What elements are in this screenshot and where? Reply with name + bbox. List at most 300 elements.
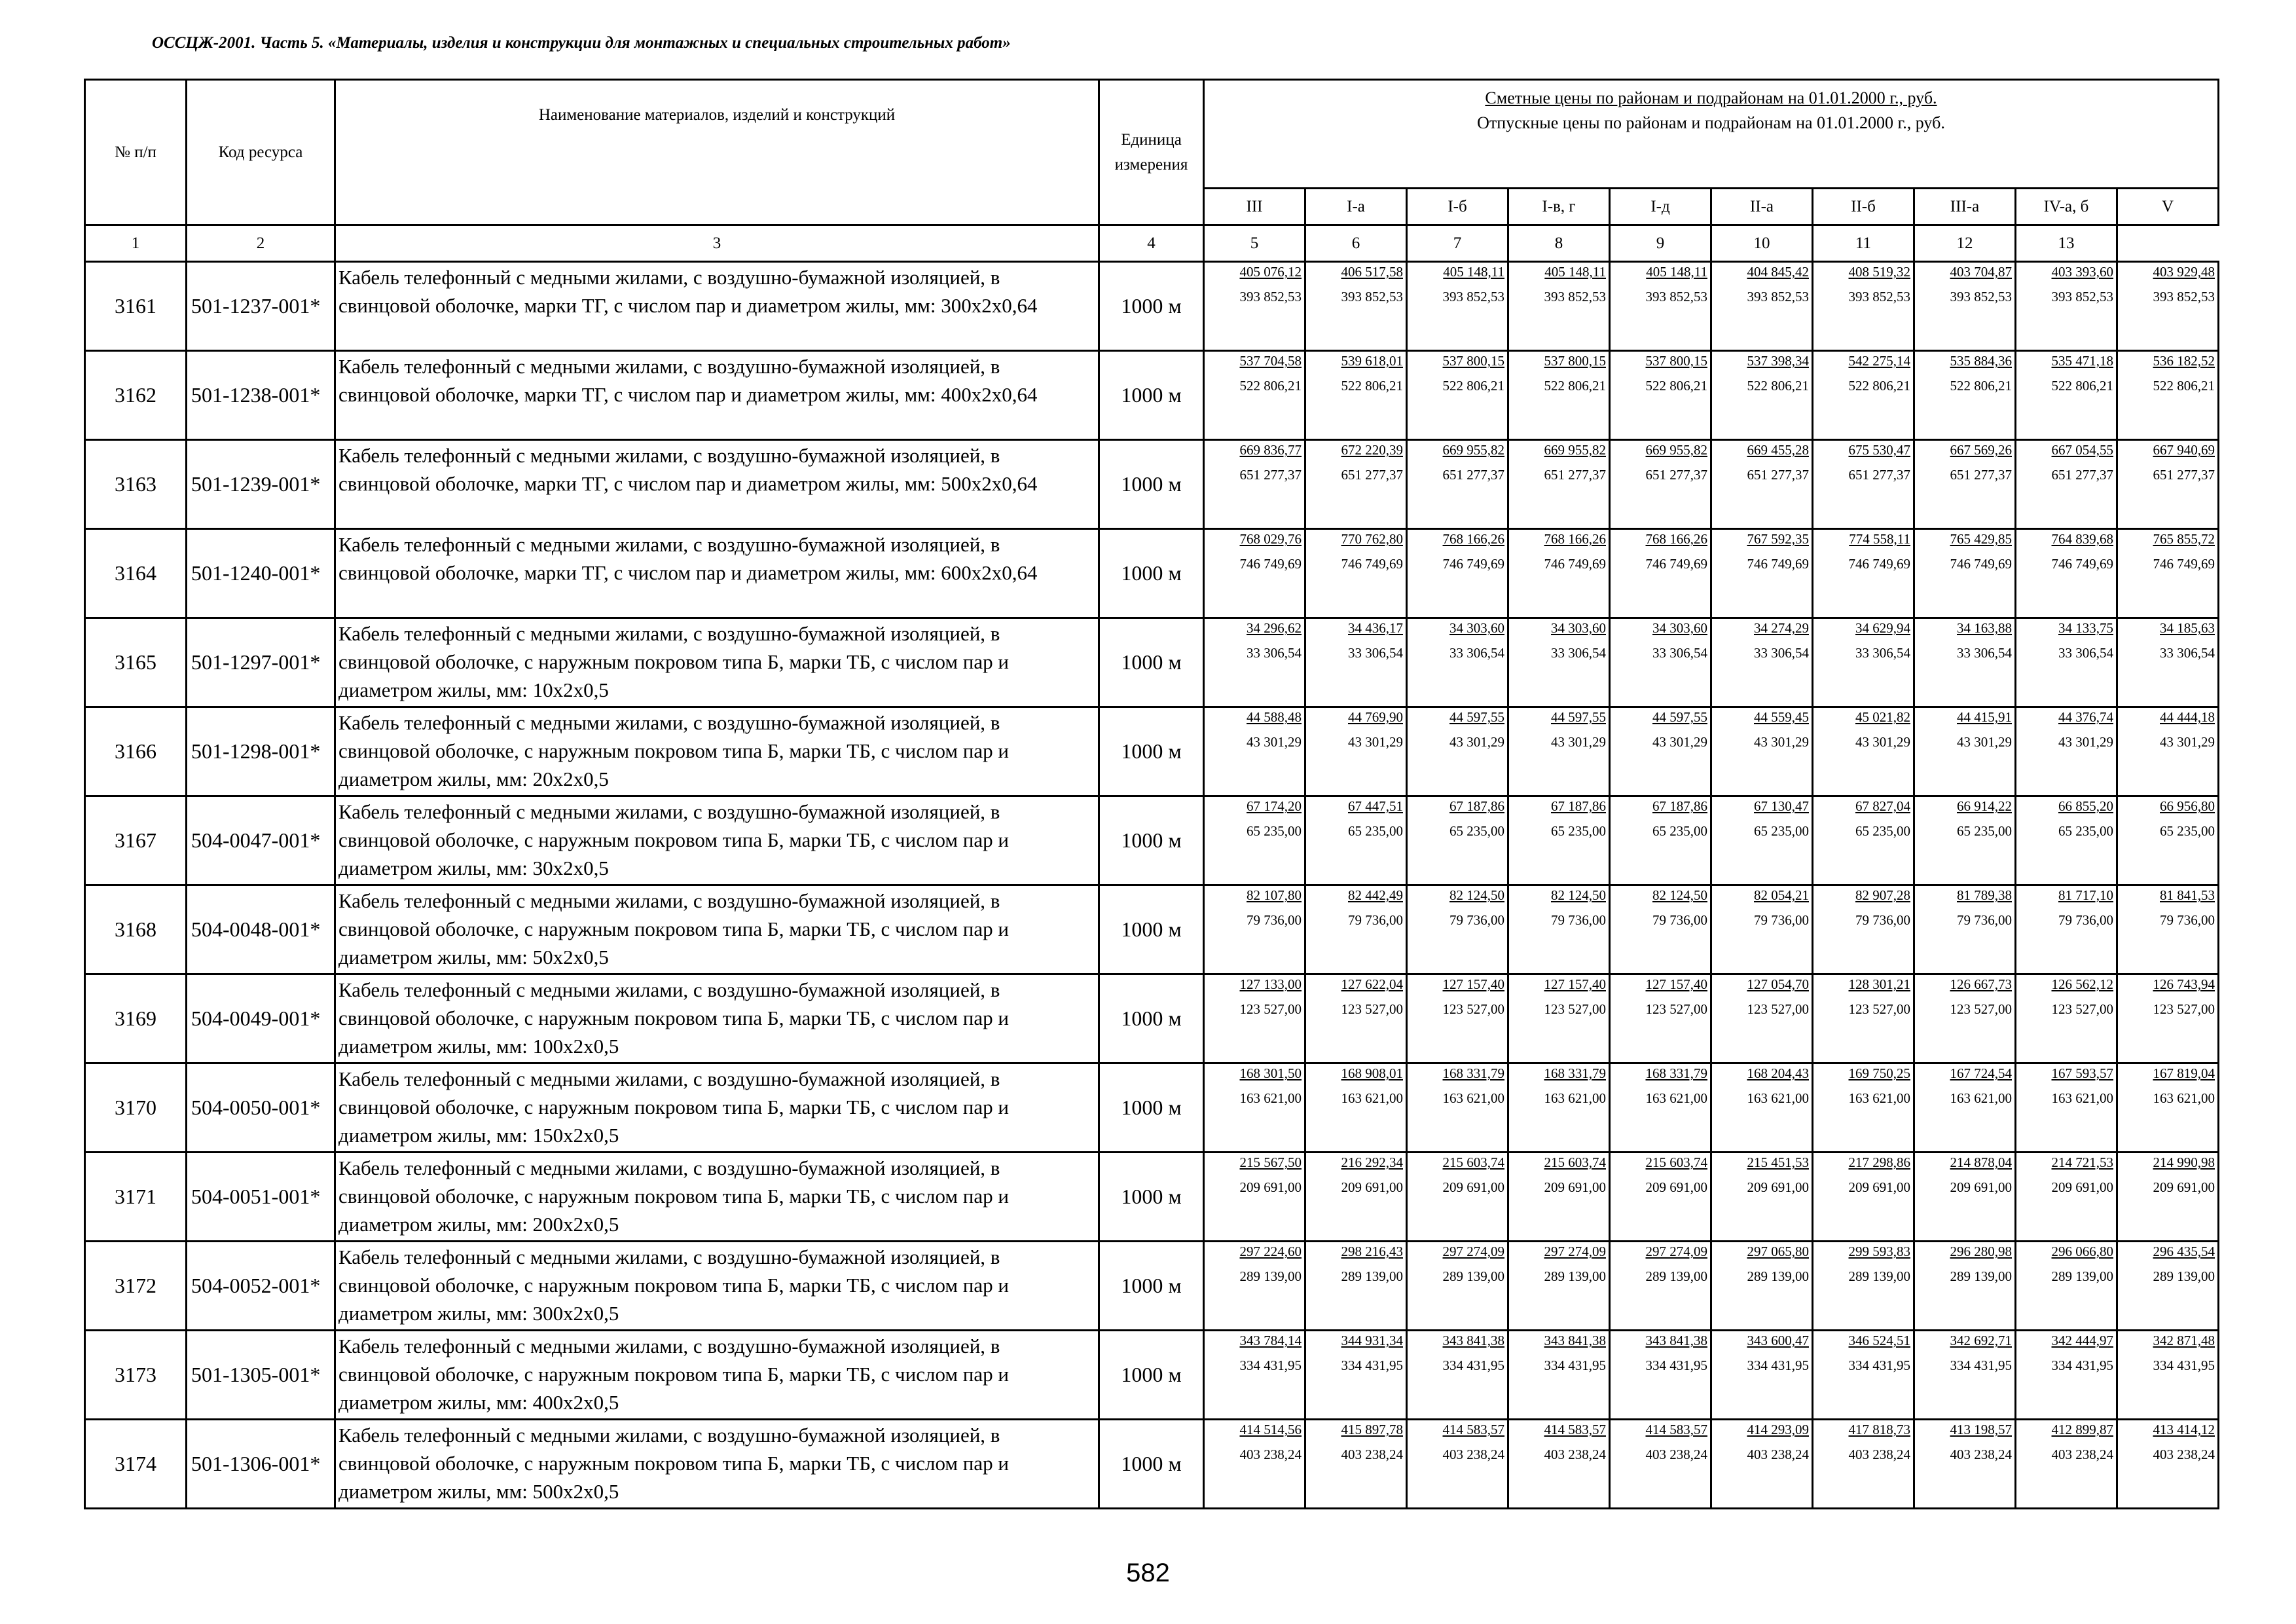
- release-price: 123 527,00: [2153, 1001, 2215, 1017]
- estimate-price-value: 344 931,34: [1341, 1333, 1403, 1348]
- release-price: 43 301,29: [1348, 734, 1403, 750]
- estimate-price: [2118, 1067, 2215, 1080]
- estimate-price: [1611, 532, 1707, 546]
- estimate-price: [1509, 1156, 1606, 1170]
- price-cell: [1711, 1242, 1813, 1331]
- row-number: 3171: [85, 1153, 187, 1242]
- release-price: 43 301,29: [1551, 734, 1606, 750]
- release-price: 163 621,00: [2153, 1090, 2215, 1106]
- price-cell: [1508, 1420, 1610, 1509]
- region-header: II-а: [1711, 189, 1813, 225]
- estimate-price: [2118, 1334, 2215, 1348]
- unit: 1000 м: [1099, 440, 1204, 529]
- price-cell: [1508, 1242, 1610, 1331]
- release-price: 651 277,37: [1950, 467, 2012, 483]
- estimate-price-value: 297 274,09: [1645, 1244, 1707, 1259]
- price-cell: [2117, 1242, 2219, 1331]
- column-number: 3: [335, 225, 1099, 262]
- estimate-price-value: 764 839,68: [2051, 531, 2113, 547]
- estimate-price-value: 44 597,55: [1652, 709, 1707, 725]
- price-cell: [2016, 707, 2117, 796]
- estimate-price: [1509, 1334, 1606, 1348]
- estimate-price: [1915, 1156, 2012, 1170]
- material-name: Кабель телефонный с медными жилами, с воздушно-бумажной изоляцией, в свинцовой оболочке, марки ТГ, с числом пар и диаметром жилы, мм: 400х2х0,64: [335, 351, 1099, 440]
- price-cell: [1610, 796, 1711, 885]
- estimate-price-value: 44 597,55: [1449, 709, 1504, 725]
- release-price: 123 527,00: [1544, 1001, 1606, 1017]
- price-cell: [1711, 974, 1813, 1063]
- release-price: 33 306,54: [1652, 645, 1707, 661]
- estimate-price-value: 127 133,00: [1239, 976, 1302, 992]
- release-price: 334 431,95: [1544, 1357, 1606, 1373]
- estimate-price-value: 535 471,18: [2051, 353, 2113, 369]
- material-name: Кабель телефонный с медными жилами, с воздушно-бумажной изоляцией, в свинцовой оболочке, с наружным покровом типа Б, марки ТБ, с числом пар и диаметром жилы, мм: 500х2х0,5: [335, 1420, 1099, 1509]
- release-price: 289 139,00: [1442, 1268, 1504, 1284]
- price-cell: [2016, 1331, 2117, 1420]
- estimate-price: [1509, 621, 1606, 635]
- price-cell: [1813, 1242, 1914, 1331]
- material-name: Кабель телефонный с медными жилами, с воздушно-бумажной изоляцией, в свинцовой оболочке, с наружным покровом типа Б, марки ТБ, с числом пар и диаметром жилы, мм: 100х2х0,5: [335, 974, 1099, 1063]
- column-number: 10: [1711, 225, 1813, 262]
- release-price: 65 235,00: [1449, 823, 1504, 839]
- release-price: 123 527,00: [1442, 1001, 1504, 1017]
- release-price: 289 139,00: [1341, 1268, 1403, 1284]
- price-cell: [1204, 618, 1305, 707]
- material-name: Кабель телефонный с медными жилами, с воздушно-бумажной изоляцией, в свинцовой оболочке, с наружным покровом типа Б, марки ТБ, с числом пар и диаметром жилы, мм: 50х2х0,5: [335, 885, 1099, 974]
- estimate-price: [1205, 443, 1302, 457]
- estimate-price-value: 44 444,18: [2160, 709, 2215, 725]
- release-price: 33 306,54: [1449, 645, 1504, 661]
- release-price: 334 431,95: [1239, 1357, 1302, 1373]
- estimate-price: [1611, 621, 1707, 635]
- price-cell: [1914, 618, 2016, 707]
- estimate-price: [1205, 1334, 1302, 1348]
- price-cell: [1204, 974, 1305, 1063]
- release-price: 746 749,69: [1239, 556, 1302, 572]
- release-price: 393 852,53: [1747, 289, 1809, 304]
- estimate-price: [1509, 532, 1606, 546]
- release-price: 43 301,29: [2058, 734, 2113, 750]
- price-cell: [1813, 707, 1914, 796]
- estimate-price-value: 535 884,36: [1950, 353, 2012, 369]
- estimate-price-value: 215 603,74: [1442, 1154, 1504, 1170]
- price-cell: [1305, 1331, 1407, 1420]
- table-row: [85, 974, 2219, 1063]
- region-header: I-в, г: [1508, 189, 1610, 225]
- price-cell: [2016, 1420, 2117, 1509]
- estimate-price: [1205, 978, 1302, 991]
- release-price: 209 691,00: [1747, 1179, 1809, 1195]
- release-price: 393 852,53: [2153, 289, 2215, 304]
- price-cell: [1914, 529, 2016, 618]
- estimate-price-value: 215 603,74: [1544, 1154, 1606, 1170]
- resource-code: 501-1297-001*: [187, 618, 335, 707]
- estimate-price-value: 81 841,53: [2160, 887, 2215, 903]
- estimate-price: [2118, 443, 2215, 457]
- estimate-price-value: 768 029,76: [1239, 531, 1302, 547]
- release-price: 746 749,69: [1544, 556, 1606, 572]
- price-cell: [1711, 1331, 1813, 1420]
- estimate-price-value: 127 157,40: [1544, 976, 1606, 992]
- estimate-price-value: 214 878,04: [1950, 1154, 2012, 1170]
- estimate-price: [2016, 710, 2113, 724]
- release-price: 163 621,00: [1544, 1090, 1606, 1106]
- price-cell: [1407, 440, 1508, 529]
- release-price: 651 277,37: [1747, 467, 1809, 483]
- price-cell: [1204, 1242, 1305, 1331]
- estimate-price: [1712, 1334, 1809, 1348]
- estimate-price-value: 82 054,21: [1754, 887, 1809, 903]
- price-cell: [2016, 1063, 2117, 1153]
- price-cell: [1204, 440, 1305, 529]
- estimate-price: [1408, 1423, 1504, 1437]
- estimate-price-value: 536 182,52: [2153, 353, 2215, 369]
- price-cell: [1711, 1063, 1813, 1153]
- estimate-price-value: 296 280,98: [1950, 1244, 2012, 1259]
- estimate-price-value: 405 148,11: [1443, 264, 1504, 280]
- estimate-price-value: 408 519,32: [1848, 264, 1910, 280]
- estimate-price-value: 768 166,26: [1544, 531, 1606, 547]
- estimate-price: [1611, 354, 1707, 368]
- row-number: 3165: [85, 618, 187, 707]
- price-cell: [1914, 974, 2016, 1063]
- region-header: IV-а, б: [2016, 189, 2117, 225]
- estimate-price-value: 414 514,56: [1239, 1422, 1302, 1437]
- price-cell: [2016, 618, 2117, 707]
- estimate-price-value: 217 298,86: [1848, 1154, 1910, 1170]
- price-table: [84, 79, 2219, 1509]
- price-cell: [1407, 707, 1508, 796]
- release-price: 403 238,24: [1544, 1447, 1606, 1462]
- price-cell: [1914, 1420, 2016, 1509]
- estimate-price-value: 126 667,73: [1950, 976, 2012, 992]
- estimate-price: [1813, 354, 1910, 368]
- estimate-price-value: 127 157,40: [1645, 976, 1707, 992]
- estimate-price: [1306, 532, 1403, 546]
- estimate-price: [2118, 800, 2215, 813]
- estimate-price-value: 67 447,51: [1348, 798, 1403, 814]
- unit: 1000 м: [1099, 1331, 1204, 1420]
- price-cell: [1407, 529, 1508, 618]
- price-cell: [1610, 529, 1711, 618]
- estimate-price-value: 414 583,57: [1645, 1422, 1707, 1437]
- release-price: 393 852,53: [1239, 289, 1302, 304]
- price-cell: [1610, 707, 1711, 796]
- price-cell: [1711, 1153, 1813, 1242]
- price-cell: [1813, 974, 1914, 1063]
- release-price: 403 238,24: [1950, 1447, 2012, 1462]
- estimate-price-value: 168 331,79: [1645, 1065, 1707, 1081]
- estimate-price: [1813, 1156, 1910, 1170]
- estimate-price: [2016, 1423, 2113, 1437]
- release-price: 33 306,54: [2160, 645, 2215, 661]
- release-price: 43 301,29: [1247, 734, 1302, 750]
- estimate-price-value: 67 130,47: [1754, 798, 1809, 814]
- estimate-price-value: 67 187,86: [1449, 798, 1504, 814]
- price-cell: [1508, 1331, 1610, 1420]
- price-cell: [2016, 796, 2117, 885]
- release-price: 746 749,69: [1848, 556, 1910, 572]
- price-cell: [1407, 262, 1508, 351]
- estimate-price: [1611, 1156, 1707, 1170]
- estimate-price-value: 412 899,87: [2051, 1422, 2113, 1437]
- estimate-price: [1712, 354, 1809, 368]
- price-cell: [1914, 1331, 2016, 1420]
- price-cell: [1508, 351, 1610, 440]
- price-cell: [2117, 974, 2219, 1063]
- release-price: 65 235,00: [2058, 823, 2113, 839]
- header-unit: Единица измерения: [1099, 80, 1204, 225]
- price-cell: [1711, 440, 1813, 529]
- release-price: 289 139,00: [1950, 1268, 2012, 1284]
- price-cell: [1305, 1063, 1407, 1153]
- resource-code: 504-0050-001*: [187, 1063, 335, 1153]
- unit: 1000 м: [1099, 529, 1204, 618]
- release-price: 746 749,69: [1950, 556, 2012, 572]
- release-price: 393 852,53: [1645, 289, 1707, 304]
- resource-code: 501-1239-001*: [187, 440, 335, 529]
- estimate-price: [1205, 354, 1302, 368]
- price-cell: [2016, 1153, 2117, 1242]
- estimate-price-value: 342 692,71: [1950, 1333, 2012, 1348]
- header-name: Наименование материалов, изделий и конструкций: [335, 80, 1099, 225]
- release-price: 163 621,00: [1645, 1090, 1707, 1106]
- price-cell: [2117, 618, 2219, 707]
- price-cell: [1305, 796, 1407, 885]
- price-cell: [1610, 440, 1711, 529]
- release-price: 522 806,21: [1442, 378, 1504, 394]
- estimate-price-value: 66 914,22: [1957, 798, 2012, 814]
- release-price: 65 235,00: [1551, 823, 1606, 839]
- release-price: 163 621,00: [1239, 1090, 1302, 1106]
- estimate-price-value: 297 274,09: [1442, 1244, 1504, 1259]
- release-price: 123 527,00: [2051, 1001, 2113, 1017]
- release-price: 123 527,00: [1950, 1001, 2012, 1017]
- price-cell: [1204, 1153, 1305, 1242]
- estimate-price: [1813, 621, 1910, 635]
- release-price: 289 139,00: [1848, 1268, 1910, 1284]
- estimate-price: [1611, 1067, 1707, 1080]
- unit: 1000 м: [1099, 1153, 1204, 1242]
- estimate-price: [1813, 265, 1910, 279]
- estimate-price-value: 34 296,62: [1247, 620, 1302, 636]
- release-price: 393 852,53: [2051, 289, 2113, 304]
- estimate-price-value: 45 021,82: [1855, 709, 1910, 725]
- release-price: 403 238,24: [1442, 1447, 1504, 1462]
- estimate-price-value: 414 583,57: [1544, 1422, 1606, 1437]
- estimate-price-value: 168 204,43: [1747, 1065, 1809, 1081]
- release-price: 209 691,00: [1239, 1179, 1302, 1195]
- estimate-price-value: 297 224,60: [1239, 1244, 1302, 1259]
- estimate-price: [2118, 265, 2215, 279]
- estimate-price: [1915, 354, 2012, 368]
- estimate-price-value: 167 593,57: [2051, 1065, 2113, 1081]
- estimate-price-value: 343 600,47: [1747, 1333, 1809, 1348]
- price-cell: [1204, 796, 1305, 885]
- release-price: 403 238,24: [2153, 1447, 2215, 1462]
- estimate-price-value: 537 800,15: [1645, 353, 1707, 369]
- estimate-price-value: 44 769,90: [1348, 709, 1403, 725]
- table-row: [85, 262, 2219, 351]
- estimate-price-value: 774 558,11: [1849, 531, 1910, 547]
- estimate-price: [1408, 978, 1504, 991]
- estimate-price-value: 768 166,26: [1442, 531, 1504, 547]
- price-cell: [1305, 529, 1407, 618]
- price-cell: [1914, 351, 2016, 440]
- release-price: 209 691,00: [1341, 1179, 1403, 1195]
- estimate-price: [1408, 1067, 1504, 1080]
- release-price: 33 306,54: [1957, 645, 2012, 661]
- estimate-price: [1205, 889, 1302, 902]
- release-price: 746 749,69: [1645, 556, 1707, 572]
- estimate-price: [1509, 710, 1606, 724]
- estimate-price-value: 768 166,26: [1645, 531, 1707, 547]
- row-number: 3163: [85, 440, 187, 529]
- estimate-price: [1509, 800, 1606, 813]
- price-cell: [1407, 885, 1508, 974]
- estimate-price-value: 167 724,54: [1950, 1065, 2012, 1081]
- release-price: 403 238,24: [1747, 1447, 1809, 1462]
- estimate-price: [1915, 443, 2012, 457]
- estimate-price: [1813, 1067, 1910, 1080]
- estimate-price-value: 297 065,80: [1747, 1244, 1809, 1259]
- estimate-price: [2118, 978, 2215, 991]
- table-row: [85, 440, 2219, 529]
- estimate-price: [2118, 1245, 2215, 1259]
- price-cell: [1204, 1331, 1305, 1420]
- material-name: Кабель телефонный с медными жилами, с воздушно-бумажной изоляцией, в свинцовой оболочке, с наружным покровом типа Б, марки ТБ, с числом пар и диаметром жилы, мм: 200х2х0,5: [335, 1153, 1099, 1242]
- price-cell: [1407, 618, 1508, 707]
- release-price: 65 235,00: [1957, 823, 2012, 839]
- estimate-price: [1915, 532, 2012, 546]
- price-cell: [1508, 618, 1610, 707]
- price-cell: [1407, 1063, 1508, 1153]
- release-price: 43 301,29: [1652, 734, 1707, 750]
- release-price: 65 235,00: [1855, 823, 1910, 839]
- estimate-price-value: 537 704,58: [1239, 353, 1302, 369]
- price-cell: [1204, 707, 1305, 796]
- estimate-price: [1915, 889, 2012, 902]
- estimate-price-value: 765 429,85: [1950, 531, 2012, 547]
- release-price: 33 306,54: [1754, 645, 1809, 661]
- estimate-price: [1509, 978, 1606, 991]
- column-number: 11: [1813, 225, 1914, 262]
- estimate-price-value: 44 559,45: [1754, 709, 1809, 725]
- release-price: 79 736,00: [1449, 912, 1504, 928]
- price-cell: [2117, 1063, 2219, 1153]
- region-header: III-а: [1914, 189, 2016, 225]
- estimate-price-value: 67 187,86: [1652, 798, 1707, 814]
- table-row: [85, 1420, 2219, 1509]
- release-price: 33 306,54: [1551, 645, 1606, 661]
- estimate-price-value: 537 800,15: [1442, 353, 1504, 369]
- estimate-price-value: 44 415,91: [1957, 709, 2012, 725]
- price-cell: [1407, 1153, 1508, 1242]
- resource-code: 504-0048-001*: [187, 885, 335, 974]
- release-price: 209 691,00: [1950, 1179, 2012, 1195]
- estimate-price: [1205, 265, 1302, 279]
- estimate-price: [1509, 354, 1606, 368]
- release-price: 79 736,00: [1652, 912, 1707, 928]
- estimate-price: [2016, 265, 2113, 279]
- release-price: 65 235,00: [1348, 823, 1403, 839]
- price-cell: [1813, 885, 1914, 974]
- release-price: 522 806,21: [2051, 378, 2113, 394]
- region-header: I-д: [1610, 189, 1711, 225]
- price-cell: [1610, 974, 1711, 1063]
- release-price: 403 238,24: [1341, 1447, 1403, 1462]
- release-price: 746 749,69: [1747, 556, 1809, 572]
- region-header: II-б: [1813, 189, 1914, 225]
- estimate-price: [1408, 1156, 1504, 1170]
- price-cell: [1407, 1242, 1508, 1331]
- estimate-price: [1306, 1334, 1403, 1348]
- header-no: № п/п: [85, 80, 187, 225]
- estimate-price: [1509, 265, 1606, 279]
- release-price: 651 277,37: [1645, 467, 1707, 483]
- price-cell: [1407, 1420, 1508, 1509]
- release-price: 43 301,29: [1754, 734, 1809, 750]
- price-cell: [1305, 885, 1407, 974]
- release-price: 522 806,21: [1747, 378, 1809, 394]
- estimate-price-value: 405 148,11: [1646, 264, 1707, 280]
- estimate-price-value: 126 562,12: [2051, 976, 2113, 992]
- estimate-price-value: 215 567,50: [1239, 1154, 1302, 1170]
- price-cell: [2016, 529, 2117, 618]
- estimate-price: [1813, 710, 1910, 724]
- header-prices: [1204, 80, 2219, 189]
- estimate-price-value: 342 871,48: [2153, 1333, 2215, 1348]
- price-cell: [1508, 707, 1610, 796]
- resource-code: 501-1298-001*: [187, 707, 335, 796]
- estimate-price: [1712, 443, 1809, 457]
- release-price: 79 736,00: [1247, 912, 1302, 928]
- estimate-price: [1813, 532, 1910, 546]
- estimate-price-value: 216 292,34: [1341, 1154, 1403, 1170]
- release-price: 334 431,95: [1442, 1357, 1504, 1373]
- release-price: 522 806,21: [2153, 378, 2215, 394]
- estimate-price: [1408, 265, 1504, 279]
- estimate-price: [2016, 889, 2113, 902]
- release-price: 334 431,95: [1341, 1357, 1403, 1373]
- estimate-price: [2016, 1156, 2113, 1170]
- table-row: [85, 351, 2219, 440]
- release-price: 651 277,37: [1341, 467, 1403, 483]
- estimate-price: [1306, 1245, 1403, 1259]
- release-price: 289 139,00: [1544, 1268, 1606, 1284]
- price-cell: [2016, 351, 2117, 440]
- material-name: Кабель телефонный с медными жилами, с воздушно-бумажной изоляцией, в свинцовой оболочке, с наружным покровом типа Б, марки ТБ, с числом пар и диаметром жилы, мм: 150х2х0,5: [335, 1063, 1099, 1153]
- estimate-price-value: 167 819,04: [2153, 1065, 2215, 1081]
- release-price: 123 527,00: [1645, 1001, 1707, 1017]
- price-cell: [1813, 440, 1914, 529]
- estimate-price-value: 127 054,70: [1747, 976, 1809, 992]
- estimate-price: [1205, 532, 1302, 546]
- estimate-price-value: 34 303,60: [1449, 620, 1504, 636]
- estimate-price: [1205, 621, 1302, 635]
- estimate-price: [1813, 1245, 1910, 1259]
- release-price: 79 736,00: [1348, 912, 1403, 928]
- release-price: 746 749,69: [1442, 556, 1504, 572]
- table-row: [85, 1331, 2219, 1420]
- release-price: 651 277,37: [1848, 467, 1910, 483]
- release-price: 209 691,00: [1442, 1179, 1504, 1195]
- estimate-price-value: 669 955,82: [1442, 442, 1504, 458]
- estimate-price-value: 34 436,17: [1348, 620, 1403, 636]
- estimate-price: [1408, 889, 1504, 902]
- price-cell: [1610, 885, 1711, 974]
- estimate-price: [1611, 265, 1707, 279]
